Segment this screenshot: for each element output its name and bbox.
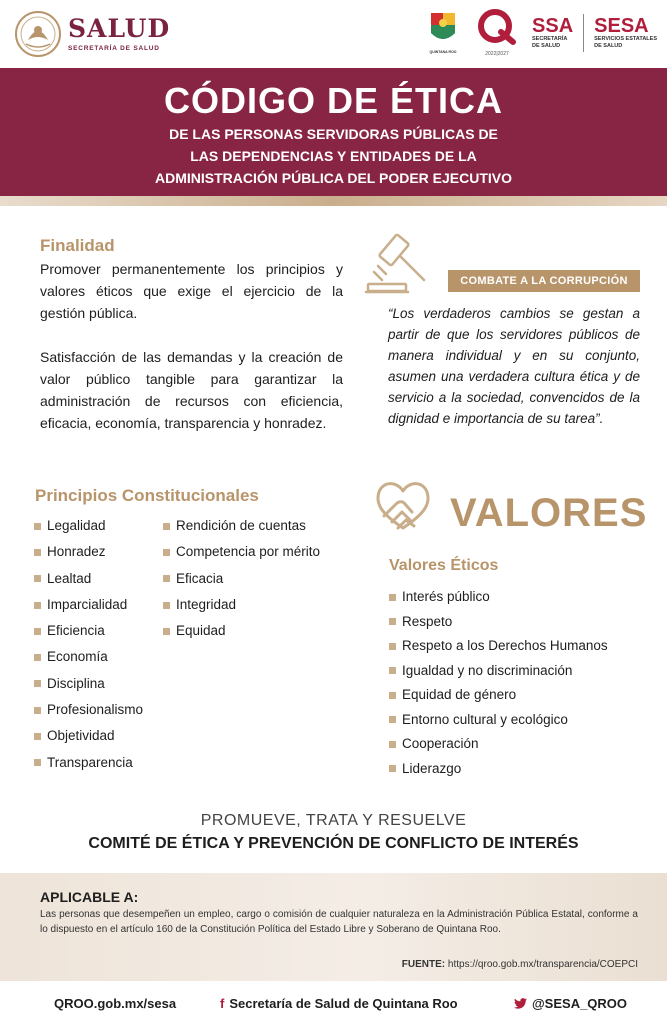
qroo-caption: QUINTANA ROO: [429, 50, 457, 54]
twitter-icon: [514, 998, 527, 1009]
bullet-icon: [34, 575, 41, 582]
bullet-icon: [389, 667, 396, 674]
finalidad-paragraph-2: Satisfacción de las demandas y la creación de valor público tangible para garantizar la administración de recursos con eficiencia, eficacia, economía, transparencia y honradez.: [40, 349, 343, 431]
principio-item: [34, 750, 143, 776]
twitter-label: @SESA_QROO: [532, 996, 628, 1011]
principio-item-label: Objetividad: [47, 728, 115, 744]
principio-item: [34, 539, 143, 565]
quintana-roo-logo: [424, 11, 462, 54]
bullet-icon: [163, 523, 170, 530]
finalidad-section: [40, 236, 343, 434]
national-seal-icon: [14, 10, 62, 58]
twitter-link[interactable]: [514, 996, 627, 1011]
ssa-sub-1: SECRETARÍA: [532, 35, 568, 42]
principio-item: [34, 697, 143, 723]
website-link[interactable]: QROO.gob.mx/sesa: [54, 996, 177, 1011]
principio-item-label: Profesionalismo: [47, 702, 144, 718]
valor-item: [389, 708, 608, 733]
valor-item: [389, 757, 608, 782]
principio-item-label: Legalidad: [47, 518, 106, 533]
fuente-label: FUENTE:: [401, 959, 446, 970]
valor-item: [389, 683, 608, 708]
valor-item-label: Cooperación: [402, 736, 479, 751]
facebook-label: Secretaría de Salud de Quintana Roo: [229, 996, 458, 1011]
principio-item-label: Disciplina: [47, 675, 105, 691]
aplicable-text: Las personas que desempeñen un empleo, cargo o comisión de cualquier naturaleza en la Administración Pública Estatal, conforme a lo dispuesto en el artículo 160 de la Constitución Política del Estado Libre y Soberano de Quintana Roo.: [40, 909, 638, 935]
ssa-sub-2: DE SALUD: [532, 42, 561, 49]
principio-item-label: Eficiencia: [47, 623, 105, 639]
valor-item: [389, 659, 608, 684]
principio-item: [163, 618, 320, 644]
partner-logos: [424, 8, 657, 57]
title-banner: [0, 68, 667, 196]
footer: [0, 992, 667, 1016]
header-logos: [0, 0, 667, 66]
valor-item-label: Respeto a los Derechos Humanos: [402, 638, 608, 653]
principio-item-label: Transparencia: [47, 754, 133, 770]
principio-item-label: Competencia por mérito: [176, 544, 321, 560]
principio-item: [34, 671, 143, 697]
aplicable-title: APLICABLE A:: [40, 889, 139, 905]
ssa-wordmark: SSA: [532, 14, 574, 37]
principio-item-label: Imparcialidad: [47, 596, 128, 612]
principio-item: [34, 644, 143, 670]
gold-divider: [0, 196, 667, 206]
bullet-icon: [34, 549, 41, 556]
banner-subtitle-line-1: DE LAS PERSONAS SERVIDORAS PÚBLICAS DE: [169, 126, 498, 142]
banner-subtitle-line-2: LAS DEPENDENCIAS Y ENTIDADES DE LA: [190, 148, 477, 164]
finalidad-title: Finalidad: [40, 236, 115, 255]
valor-item: [389, 732, 608, 757]
bullet-icon: [34, 759, 41, 766]
bullet-icon: [34, 707, 41, 714]
ethics-quote: “Los verdaderos cambios se gestan a partir de que los servidores públicos de manera individual y en su conjunto, asumen una verdadera cultura ética y de servicio a la sociedad, convencidos de la dignidad e importancia de su tarea”.: [388, 306, 640, 426]
facebook-link[interactable]: [220, 996, 458, 1011]
q-gobierno-logo: [472, 8, 522, 57]
principio-item: [34, 566, 143, 592]
principios-list-2: [163, 513, 320, 644]
principio-item: [163, 539, 320, 565]
bullet-icon: [163, 602, 170, 609]
banner-subtitle-line-3: ADMINISTRACIÓN PÚBLICA DEL PODER EJECUTIVO: [154, 170, 513, 186]
quintana-roo-shield-icon: [429, 11, 457, 45]
promueve-text: PROMUEVE, TRATA Y RESUELVE: [200, 812, 467, 829]
bullet-icon: [389, 716, 396, 723]
valor-item-label: Respeto: [402, 613, 453, 629]
valores-list: [389, 585, 608, 781]
bullet-icon: [163, 549, 170, 556]
valor-item: [389, 585, 608, 610]
bullet-icon: [389, 692, 396, 699]
bullet-icon: [34, 628, 41, 635]
valores-eticos-title: Valores Éticos: [389, 557, 499, 574]
sesa-wordmark: SESA: [594, 14, 649, 37]
bullet-icon: [389, 765, 396, 772]
principios-title: Principios Constitucionales: [35, 486, 259, 505]
sesa-sub-2: DE SALUD: [594, 42, 623, 49]
bullet-icon: [34, 602, 41, 609]
bullet-icon: [163, 575, 170, 582]
combate-badge: COMBATE A LA CORRUPCIÓN: [448, 270, 640, 292]
facebook-icon: f: [220, 996, 225, 1011]
principio-item-label: Honradez: [47, 544, 106, 560]
valor-item-label: Igualdad y no discriminación: [402, 662, 573, 678]
principio-item-label: Eficacia: [176, 570, 224, 586]
logo-divider: [583, 14, 584, 52]
salud-logo: [14, 10, 170, 58]
valor-item-label: Entorno cultural y ecológico: [402, 711, 568, 727]
finalidad-paragraph-1: Promover permanentemente los principios y valores éticos que exige el ejercicio de la gestión pública.: [40, 261, 343, 321]
principio-item: [163, 513, 320, 539]
principio-item-label: Economía: [47, 649, 108, 665]
bullet-icon: [389, 643, 396, 650]
bullet-icon: [34, 523, 41, 530]
valor-item-label: Liderazgo: [402, 760, 462, 776]
principio-item: [34, 723, 143, 749]
sesa-sub-1: SERVICIOS ESTATALES: [594, 35, 657, 42]
principio-item: [34, 592, 143, 618]
bullet-icon: [34, 654, 41, 661]
bullet-icon: [389, 594, 396, 601]
sesa-logo: [594, 16, 657, 49]
q-letter-icon: [475, 8, 519, 46]
bullet-icon: [34, 733, 41, 740]
valor-item: [389, 610, 608, 635]
valor-item-label: Equidad de género: [402, 687, 517, 702]
principio-item-label: Equidad: [176, 623, 226, 639]
principio-item: [163, 566, 320, 592]
valor-item: [389, 634, 608, 659]
aplicable-section: [0, 873, 667, 981]
principio-item-label: Lealtad: [47, 570, 92, 586]
principios-list-1: [34, 513, 143, 776]
bullet-icon: [389, 618, 396, 625]
q-logo-year: 2022|2027: [485, 51, 509, 57]
bullet-icon: [34, 680, 41, 687]
fuente-url[interactable]: https://qroo.gob.mx/transparencia/COEPCI: [447, 959, 638, 970]
comite-name: COMITÉ DE ÉTICA Y PREVENCIÓN DE CONFLICTO DE INTERÉS: [88, 835, 579, 852]
gavel-icon: [364, 230, 434, 294]
valor-item-label: Interés público: [402, 589, 490, 604]
fuente-line: [402, 959, 638, 970]
page-title: CÓDIGO DE ÉTICA: [163, 80, 504, 121]
bullet-icon: [389, 741, 396, 748]
principio-item: [34, 618, 143, 644]
principio-item: [34, 513, 143, 539]
salud-wordmark: SALUD: [68, 14, 171, 43]
bullet-icon: [163, 628, 170, 635]
valores-title: VALORES: [450, 491, 648, 535]
heart-hands-icon: [372, 476, 434, 536]
salud-subtitle: SECRETARÍA DE SALUD: [68, 45, 160, 52]
ssa-logo: [532, 16, 573, 49]
principio-item-label: Rendición de cuentas: [176, 518, 306, 533]
principio-item: [163, 592, 320, 618]
principio-item-label: Integridad: [176, 596, 237, 612]
